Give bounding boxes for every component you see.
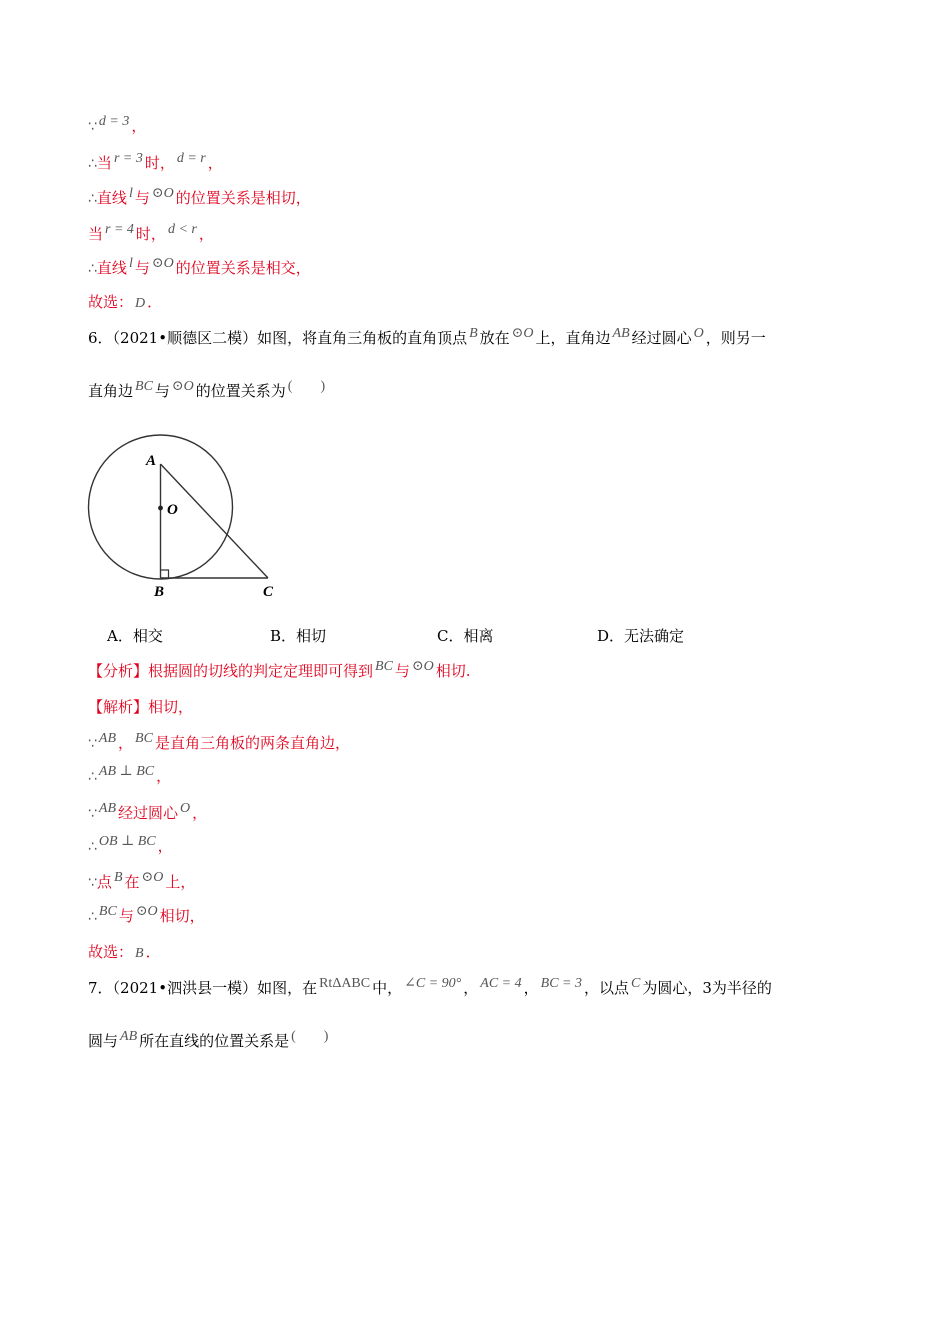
right-angle-mark	[161, 570, 169, 578]
sol5-line-1: ∵ d = 3 ，	[88, 114, 147, 135]
sol5-line-3: ∴直线 l 与 ⊙O 的位置关系是相切，	[88, 186, 311, 207]
sol5-line-4: 当 r = 4 时， d < r ，	[88, 222, 214, 243]
q6-sol-line-3: ∵ AB 经过圆心 O ，	[88, 801, 208, 822]
option-b[interactable]: B．相切	[270, 627, 327, 645]
center-dot	[158, 506, 163, 511]
option-d[interactable]: D．无法确定	[597, 627, 685, 645]
q6-answer: 故选： B ．	[88, 943, 161, 961]
hypotenuse-ac	[161, 464, 269, 578]
q6-solution-head: 【解析】相切，	[88, 698, 194, 716]
sol5-line-2: ∴当 r = 3 时， d = r ，	[88, 151, 223, 172]
label-b: B	[154, 584, 165, 600]
label-o: O	[167, 502, 178, 518]
q7-stem-line-2: 圆与 AB 所在直线的位置关系是 ( )	[88, 1029, 329, 1050]
q6-sol-line-6: ∴ BC 与 ⊙O 相切，	[88, 904, 205, 925]
option-a[interactable]: A．相交	[107, 627, 163, 645]
q7-stem-line-1: 7．（2021•泗洪县一模）如图，在 RtΔABC 中， ∠C = 90° ， AC = 4 ， BC = 3 ，以点 C 为圆心，3为半径的	[88, 976, 772, 997]
q6-analysis: 【分析】根据圆的切线的判定定理即可得到 BC 与 ⊙O 相切.	[88, 659, 471, 680]
q6-sol-line-5: ∵点 B 在 ⊙O 上，	[88, 870, 196, 891]
q6-sol-line-4: ∴ OB ⊥ BC ，	[88, 834, 173, 855]
label-a: A	[146, 453, 157, 469]
sol5-answer: 故选： D ．	[88, 293, 163, 311]
q6-sol-line-1: ∵ AB ， BC 是直角三角板的两条直角边，	[88, 731, 350, 752]
option-c[interactable]: C．相离	[437, 627, 494, 645]
q6-sol-line-2: ∴ AB ⊥ BC ，	[88, 764, 172, 785]
label-c: C	[263, 584, 274, 600]
q6-figure	[80, 430, 300, 610]
sol5-line-5: ∴直线 l 与 ⊙O 的位置关系是相交，	[88, 256, 311, 277]
q6-stem-line-1: 6．（2021•顺德区二模）如图，将直角三角板的直角顶点 B 放在 ⊙O 上，直角边 AB 经过圆心 O ，则另一	[88, 326, 766, 347]
q6-stem-line-2: 直角边 BC 与 ⊙O 的位置关系为 ( )	[88, 379, 326, 400]
